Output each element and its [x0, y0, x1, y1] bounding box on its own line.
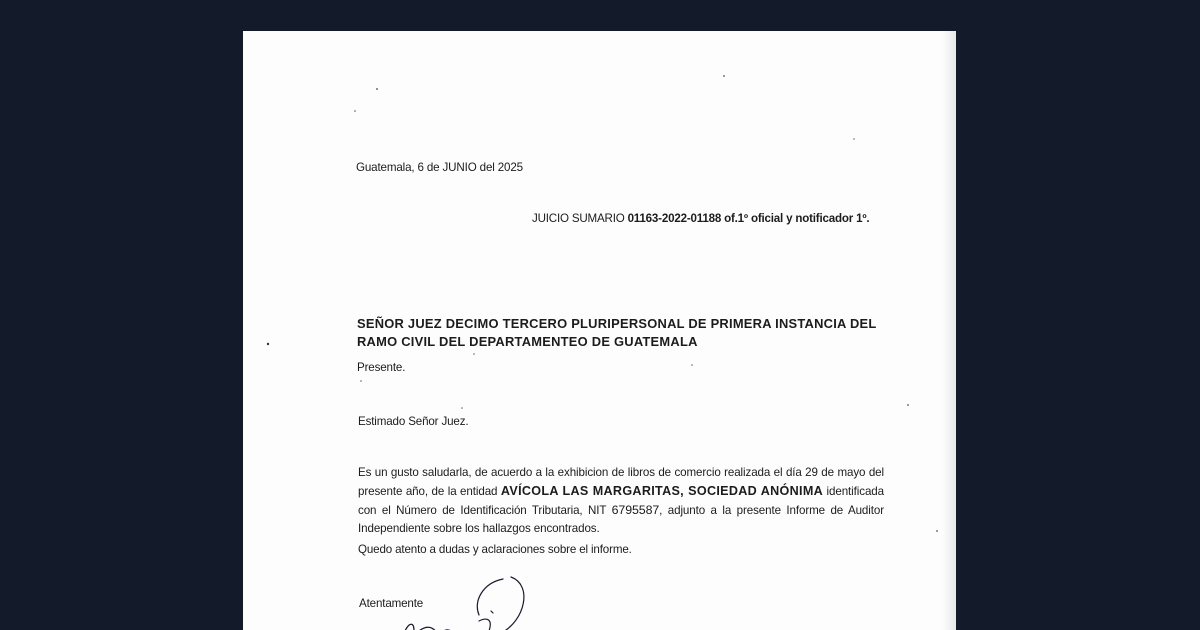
case-label: JUICIO SUMARIO: [532, 212, 628, 225]
body-text-3: , adjunto a la presente Informe de Auditor Independiente sobre los hallazgos encontrados.: [358, 504, 884, 535]
body-text-1: Es un gusto saludarla, de acuerdo a la exhibicion de libros de comercio realizada el día 29 de mayo del presente año, de la entidad: [358, 466, 884, 498]
case-reference: [532, 212, 869, 225]
closing-note: Quedo atento a dudas y aclaraciones sobre el informe.: [358, 543, 632, 556]
salutation: Estimado Señor Juez.: [358, 415, 469, 428]
sign-off: Atentamente: [359, 597, 424, 610]
body-paragraph: [358, 464, 884, 538]
addressee-line-2: RAMO CIVIL DEL DEPARTAMENTEO DE GUATEMALA: [357, 334, 698, 349]
scanned-letter-page: [243, 31, 956, 630]
entity-name: AVÍCOLA LAS MARGARITAS, SOCIEDAD ANÓNIMA: [500, 484, 824, 498]
case-number: 01163-2022-01188 of.1º oficial y notificador 1º.: [627, 212, 870, 225]
handwritten-signature: [383, 571, 543, 630]
presente-line: Presente.: [357, 361, 406, 374]
body-text-2: identificada con el Número de Identificación Tributaria, NIT: [358, 485, 884, 517]
nit-number: 6795587: [611, 503, 660, 517]
addressee-line-1: SEÑOR JUEZ DECIMO TERCERO PLURIPERSONAL DE PRIMERA INSTANCIA DEL: [357, 316, 877, 331]
letter-date: Guatemala, 6 de JUNIO del 2025: [356, 161, 523, 174]
